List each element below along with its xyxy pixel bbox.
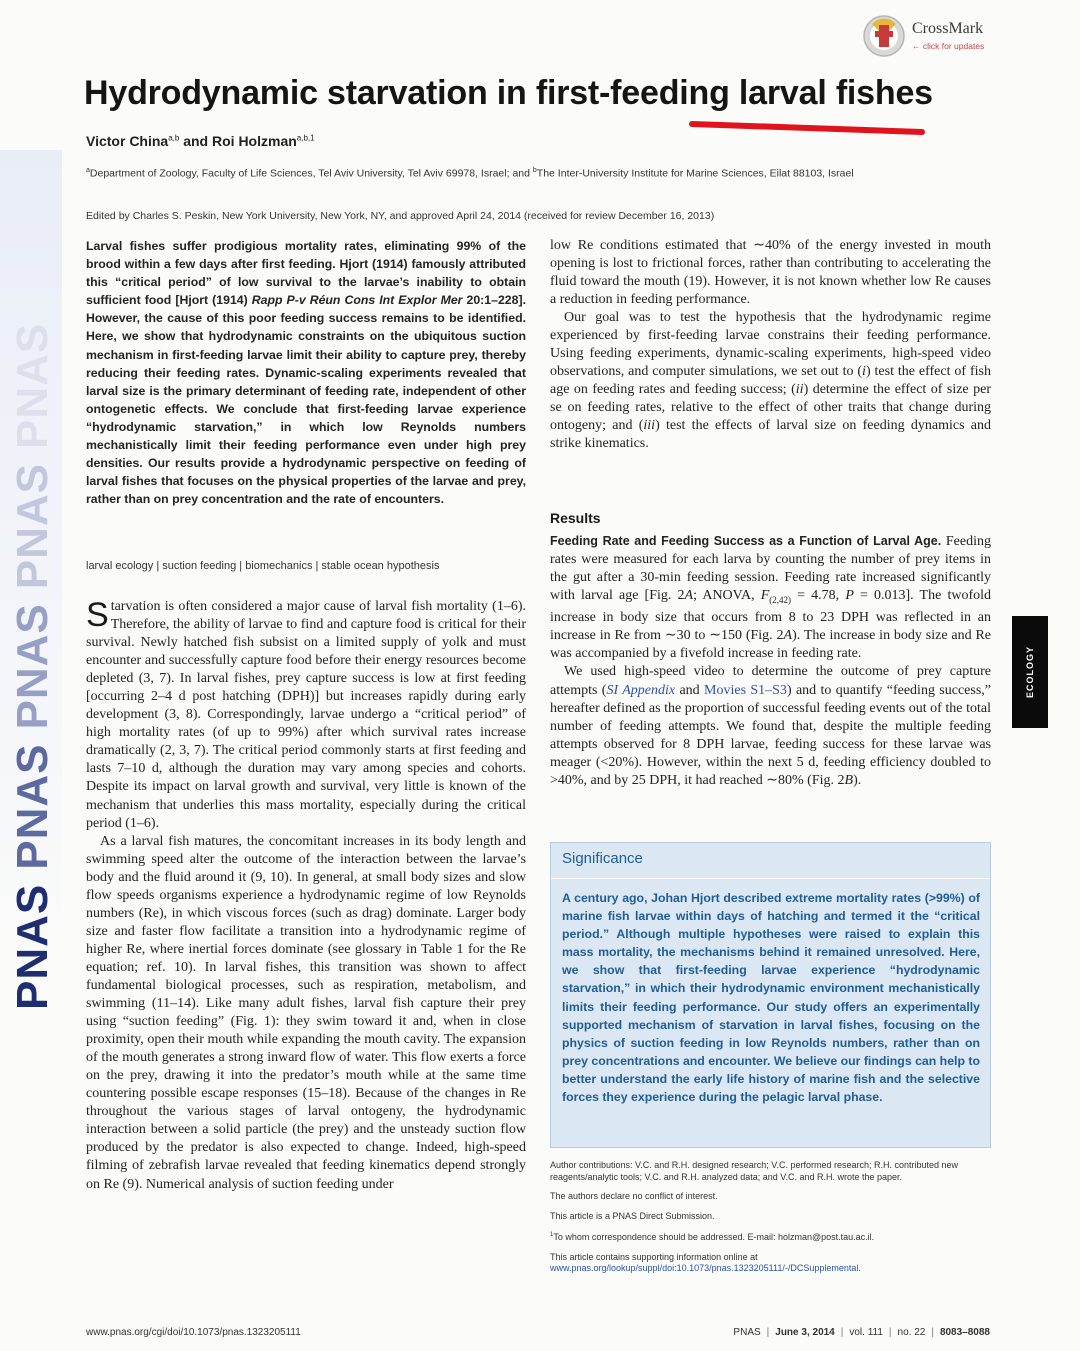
submission-note: This article is a PNAS Direct Submission. [550,1210,715,1221]
abstract-text: 20:1–228]. However, the cause of this poor feeding success remains to be identified. Here, we show that hydrodynamic constraints on the ubiquitous suction mechanism in first-feeding larvae limit their ability to capture prey, thereby reducing their feeding rates. Dynamic-scaling experiments revealed that larval size is the primary determinant of feeding rate, independent of other ontogenetic effects. We conclude that first-feeding larvae experience “hydrodynamic starvation,” in which low Reynolds numbers mechanistically limit their feeding performance even under high prey densities. Our results provide a hydrodynamic perspective on feeding of larval fishes that focuses on the physical properties of the larvae and prey, rather than on prey concentration and the rate of encounters. [86,293,526,507]
pnas-strip-word: PNAS [8,603,57,730]
correspondence-note: $^1$To whom correspondence should be addressed. E-mail: holzman@post.tau.ac.il. [550,1232,875,1242]
journal-name: PNAS [733,1327,761,1338]
affiliation-text: Department of Zoology, Faculty of Life Sciences, Tel Aviv University, Tel Aviv 69978, Israel; and [89,167,533,180]
pnas-strip-word: PNAS [8,322,57,449]
pnas-side-banner [0,150,62,1010]
crossmark-subtitle: ← click for updates [912,41,985,51]
crossmark-badge[interactable] [862,14,997,58]
author-joiner: and [179,133,212,149]
drop-cap: S [86,596,109,634]
supporting-info-note: This article contains supporting information online at www.pnas.org/lookup/suppl/doi:10.1073/pnas.1323205111/-/DCSupplemental. [550,1251,861,1273]
crossmark-title: CrossMark [912,20,984,37]
intro-continued [550,237,991,453]
abstract [86,237,526,508]
page-range: 8083–8088 [939,1327,990,1338]
body-paragraph: Our goal was to test the hypothesis that the hydrodynamic regime experienced by first-feeding larvae constrains their feeding performance. Using feeding experiments, dynamic-scaling experiments, high-speed video observations, and computer simulations, we set out to (i) test the effect of fish age on feeding rates and feeding success; (ii) determine the effect of size per se on feeding rates, relative to the effect of other traits that change during ontogeny; and (iii) test the effects of larval size on feeding dynamics and strike kinematics. [550,310,992,451]
section-tab-ecology: ECOLOGY [1012,616,1048,728]
pnas-strip-word: PNAS [8,463,57,590]
doi-url[interactable]: www.pnas.org/cgi/doi/10.1073/pnas.1323205111 [86,1327,301,1338]
significance-box [550,842,991,1148]
significance-text: A century ago, Johan Hjort described extreme mortality rates (>99%) of marine fish larvae within days of hatching and termed it the “critical period.” Although multiple hypotheses were raised to explain this mass mortality, the mechanisms behind it remained unresolved. Here, we show that first-feeding larvae experience “hydrodynamic starvation,” in which their hydrodynamic environment mechanistically limits their feeding performance. Our study offers an experimentally supported mechanism of starvation in larval fishes, focusing on the physics of suction feeding in low Reynolds numbers, rather than on prey concentrations and encounter. We believe our findings can help to better understand the early life history of marine fish and the selective forces they experience during the pelagic larval phase. [562,891,980,1105]
pnas-strip-word: PNAS [8,743,57,870]
affiliation-sup: b [532,167,537,174]
movies-link[interactable]: Movies S1–S3 [704,682,787,698]
red-underline-annotation [688,118,928,142]
affiliations [86,164,991,181]
introduction [86,598,526,1194]
abstract-text: Larval fishes suffer prodigious mortality rates, eliminating 99% of the brood within a few days after first feeding. Hjort (1914) famously attributed this “critical period” of low survival to the larvae’s inability to obtain sufficient food [Hjort (1914) [86,239,526,308]
abstract-journal-citation: Rapp P-v Réun Cons Int Explor Mer [251,293,463,308]
affiliation-sup: a [86,167,90,174]
author-affiliation-sup: a,b,1 [296,133,315,143]
intro-paragraph: As a larval fish matures, the concomitant increases in its body length and swimming speed alter the outcome of the interaction between the larvae’s body and the fluid around it (9, 10). In general, at small body sizes and slow flow speeds organisms experience a hydrodynamic regime of low Reynolds numbers (Re), in which viscous forces (such as drag) dominate. Larger body size and faster flow facilitate a transition into a hydrodynamic regime of higher Re, where inertial forces dominate (see glossary in Table 1 for the Re equation; ref. 10). In larval fishes, this transition was shown to affect fundamental biological processes, such as respiration, metabolism, and swimming (11–14). Like many adult fishes, larval fish capture their prey using “suction feeding” (Fig. 1): they swim toward it and, when in close proximity, open their mouth while expanding the mouth cavity. The expansion of the mouth generates a strong inward flow of water. This flow exerts a force on the prey, drawing it into the predator’s mouth while at the same time countering possible escape responses (15–18). Because of the changes in Re throughout the various stages of larval ontogeny, the hydrodynamic interaction between a solid particle (the prey) and the unsteady suction flow produced by the predator is also expected to change. Indeed, high-speed filming of zebrafish larvae revealed that feeding kinematics depend strongly on Re (9). Numerical analysis of suction feeding under [86,833,526,1192]
body-paragraph: low Re conditions estimated that ∼40% of the energy invested in mouth opening is lost to frictional forces, rather than contributing to accelerating the fluid toward the mouth (19). However, it is not known whether low Re causes a reduction in feeding performance. [550,238,991,307]
body-paragraph: Feeding Rate and Feeding Success as a Function of Larval Age. Feeding rates were measured for each larva by counting the number of prey items in the gut after a 30-min feeding session. Feeding rate increased significantly with larval age [Fig. 2A; ANOVA, $F_{(2,42)} = 4.78$, P = 0.013]. The twofold increase in body size that occurs from 8 to 23 DPH was reflected in an increase in Re from ∼30 to ∼150 (Fig. 2A). The increase in body size and Re was accompanied by a fivefold increase in feeding rate. [550,534,992,662]
affiliation-text: The Inter-University Institute for Marine Sciences, Eilat 88103, Israel [536,167,854,180]
results-heading: Results [550,510,601,526]
edited-by-line: Edited by Charles S. Peskin, New York University, New York, NY, and approved April 24, 2014 (received for review December 16, 2013) [86,210,715,222]
pnas-strip-word: PNAS [8,883,57,1010]
citation-footer: PNAS | June 3, 2014 | vol. 111 | no. 22 | 8083–8088 [733,1327,990,1338]
intro-paragraph: tarvation is often considered a major cause of larval fish mortality (1–6). Therefore, the ability of larvae to find and capture food is critical for their survival. Newly hatched fish subsist on a limited supply of yolk and must encounter and successfully capture food before their energy resources become depleted (3, 7). In larval fishes, prey capture success is low at first feeding [occurring 2–4 d post hatching (DPH)] but increases rapidly during early development (3, 8). Correspondingly, larvae undergo a “critical period” of high mortality rates (of up to 99%) after which survival rates increase dramatically (2, 3, 7). The critical period commonly starts at first feeding and lasts 7–10 d, although the duration may vary among species and cohorts. Despite its impact on larval growth and survival, very little is known of the mechanism that underlies this mass mortality, especially during the critical period (1–6). [86,599,526,831]
author-name[interactable]: Roi Holzman [212,133,297,149]
si-appendix-link[interactable]: SI Appendix [606,682,676,698]
results-section [550,532,991,790]
footnotes [550,1160,991,1283]
crossmark-icon [862,14,906,58]
keywords: larval ecology | suction feeding | biomechanics | stable ocean hypothesis [86,560,440,572]
supplemental-link[interactable]: www.pnas.org/lookup/suppl/doi:10.1073/pnas.1323205111/-/DCSupplemental [550,1263,859,1273]
volume: vol. 111 [849,1327,883,1338]
author-list [86,133,315,149]
significance-divider [551,878,990,879]
body-paragraph: We used high-speed video to determine the outcome of prey capture attempts (SI Appendix and Movies S1–S3) and to quantify “feeding success,” hereafter defined as the proportion of successful feeding events out of the total number of feeding attempts. We found that, despite the multiple feeding attempts observed for 8 DPH larvae, feeding success for these larvae was meager (<20%). However, within the next 5 d, feeding efficiency doubled to >40%, and by 25 DPH, it had reached ∼80% (Fig. 2B). [550,664,991,789]
issue: no. 22 [897,1327,926,1338]
author-contributions: Author contributions: V.C. and R.H. designed research; V.C. performed research; R.H. contributed new reagents/analytic tools; V.C. and R.H. analyzed data; and V.C. and R.H. wrote the paper. [550,1160,959,1182]
author-affiliation-sup: a,b [168,133,180,143]
publication-date: June 3, 2014 [775,1327,835,1338]
article-title: Hydrodynamic starvation in first-feeding larval fishes [84,74,933,112]
significance-title: Significance [562,850,643,867]
author-name[interactable]: Victor China [86,133,169,149]
results-subheading: Feeding Rate and Feeding Success as a Function of Larval Age. [550,534,942,548]
conflict-statement: The authors declare no conflict of interest. [550,1191,718,1201]
